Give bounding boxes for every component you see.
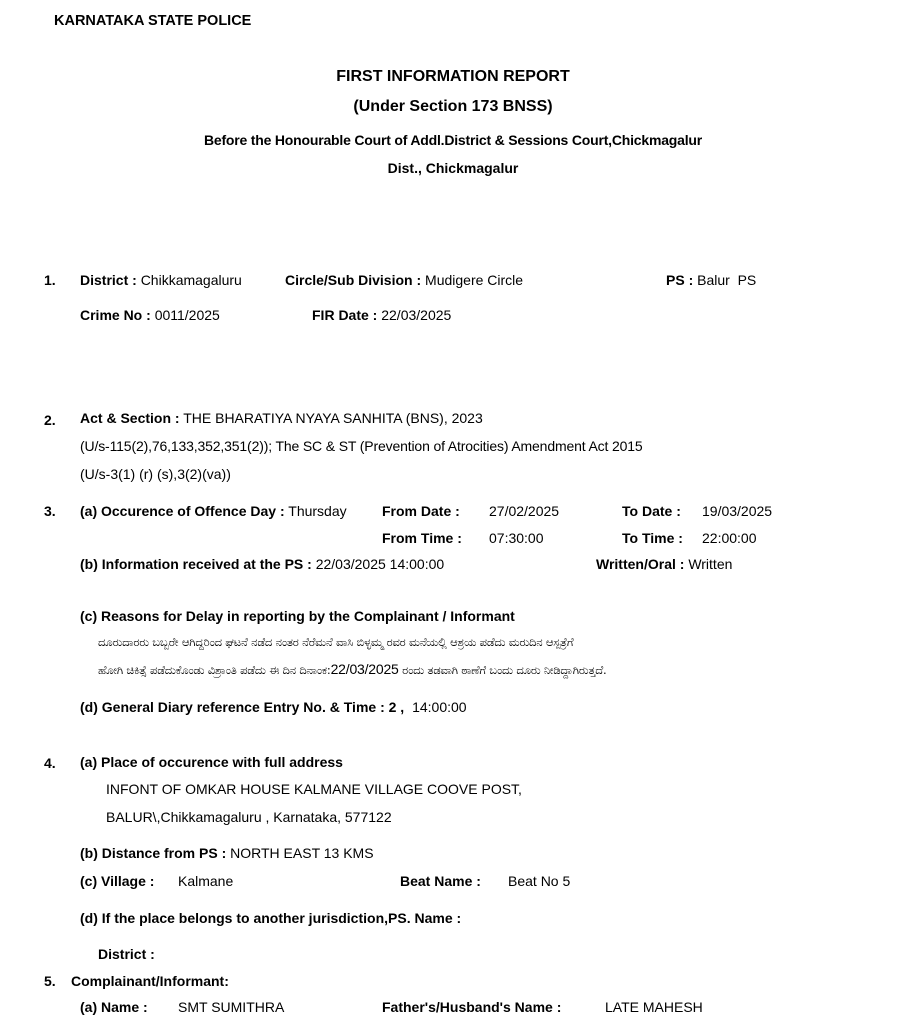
village-label: (c) Village : [80,873,155,889]
to-time-value: 22:00:00 [702,530,757,546]
place-address-line2: BALUR\,Chikkamagaluru , Karnataka, 577122 [106,809,392,825]
father-husband-value: LATE MAHESH [605,999,703,1015]
to-date-value: 19/03/2025 [702,503,773,519]
written-oral-field [596,555,732,573]
info-received-value: 22/03/2025 14:00:00 [315,556,445,572]
district-label: District : [80,272,137,288]
info-received-label: (b) Information received at the PS : [80,556,312,572]
info-received-field [80,555,444,573]
delay-reason-line2-pre: ಹೋಗಿ ಚಿಕಿತ್ಸೆ ಪಡೆದುಕೊಂಡು ವಿಶ್ರಾಂತಿ ಪಡೆದು ಈ ದಿನ ದಿನಾಂಕ: [98,663,331,677]
section-2-number: 2. [44,412,56,428]
district-field [80,271,242,289]
distance-label: (b) Distance from PS : [80,845,227,861]
act-section-line2: (U/s-115(2),76,133,352,351(2)); The SC & ST (Prevention of Atrocities) Amendment Act 2015 [80,438,643,454]
section-3-number: 3. [44,503,56,519]
section-1-number: 1. [44,272,56,288]
place-label: (a) Place of occurence with full address [80,754,343,770]
occurrence-field [80,502,347,520]
delay-reason-line2 [98,660,606,679]
from-time-label: From Time : [382,530,462,546]
circle-value: Mudigere Circle [425,272,524,288]
district-value: Chikkamagaluru [140,272,242,288]
delay-reason-label: (c) Reasons for Delay in reporting by the Complainant / Informant [80,608,515,624]
from-time-value: 07:30:00 [489,530,544,546]
written-oral-label: Written/Oral : [596,556,685,572]
father-husband-label: Father's/Husband's Name : [382,999,562,1015]
circle-field [285,271,523,289]
distance-value: NORTH EAST 13 KMS [230,845,374,861]
act-section-field [80,409,483,427]
act-section-line1: THE BHARATIYA NYAYA SANHITA (BNS), 2023 [183,410,483,426]
report-title: FIRST INFORMATION REPORT [336,68,570,85]
jurisdiction-district-label: District : [98,946,155,962]
jurisdiction-label: (d) If the place belongs to another jurisdiction,PS. Name : [80,910,462,926]
section-5-number: 5. [44,973,56,989]
section-4-number: 4. [44,755,56,771]
complainant-name-value: SMT SUMITHRA [178,999,285,1015]
delay-reason-line1: ದೂರುದಾರರು ಬಬ್ಬರೇ ಆಗಿದ್ದರಿಂದ ಘಟನೆ ನಡೆದ ನಂತರ ನೆರೆಮನೆ ವಾಸಿ ಬಿಳ್ಳಮ್ಮ ರವರ ಮನೆಯಲ್ಲಿ ಆಶ್ರಯ ಪಡೆದು ಮರುದಿನ ಆಸ್ಪತ್ರೆಗೆ [98,635,574,649]
court-name: Before the Honourable Court of Addl.District & Sessions Court,Chickmagalur [203,132,703,148]
ps-label: PS : [666,272,694,288]
delay-reason-line2-post: ರಂದು ತಡವಾಗಿ ಠಾಣೆಗೆ ಬಂದು ದೂರು ನೀಡಿದ್ದಾಗಿರುತ್ತದೆ. [398,663,607,677]
crime-no-label: Crime No : [80,307,151,323]
ps-value: Balur PS [697,272,757,288]
circle-label: Circle/Sub Division : [285,272,422,288]
written-oral-value: Written [688,556,733,572]
occurrence-label: (a) Occurence of Offence Day : [80,503,285,519]
delay-reason-date: 22/03/2025 [330,661,399,677]
org-name: KARNATAKA STATE POLICE [54,13,252,29]
from-date-label: From Date : [382,503,460,519]
fir-date-value: 22/03/2025 [381,307,452,323]
crime-no-field [80,306,220,324]
fir-date-label: FIR Date : [312,307,378,323]
crime-no-value: 0011/2025 [154,307,220,323]
place-address-line1: INFONT OF OMKAR HOUSE KALMANE VILLAGE COOVE POST, [106,781,522,797]
beat-label: Beat Name : [400,873,481,889]
fir-date-field [312,306,451,324]
gd-reference-label: (d) General Diary reference Entry No. & Time : 2 , [80,699,405,715]
to-date-label: To Date : [622,503,681,519]
report-subtitle: (Under Section 173 BNSS) [353,98,553,115]
complainant-name-label: (a) Name : [80,999,148,1015]
act-section-label: Act & Section : [80,410,180,426]
village-value: Kalmane [178,873,234,889]
gd-reference-time: 14:00:00 [412,699,467,715]
to-time-label: To Time : [622,530,683,546]
court-district: Dist., Chickmagalur [387,160,519,176]
gd-reference-field [80,698,467,716]
distance-field [80,844,374,862]
from-date-value: 27/02/2025 [489,503,560,519]
act-section-line3: (U/s-3(1) (r) (s),3(2)(va)) [80,466,231,482]
beat-value: Beat No 5 [508,873,571,889]
ps-field [666,271,756,289]
complainant-label: Complainant/Informant: [71,973,229,989]
occurrence-day: Thursday [288,503,347,519]
